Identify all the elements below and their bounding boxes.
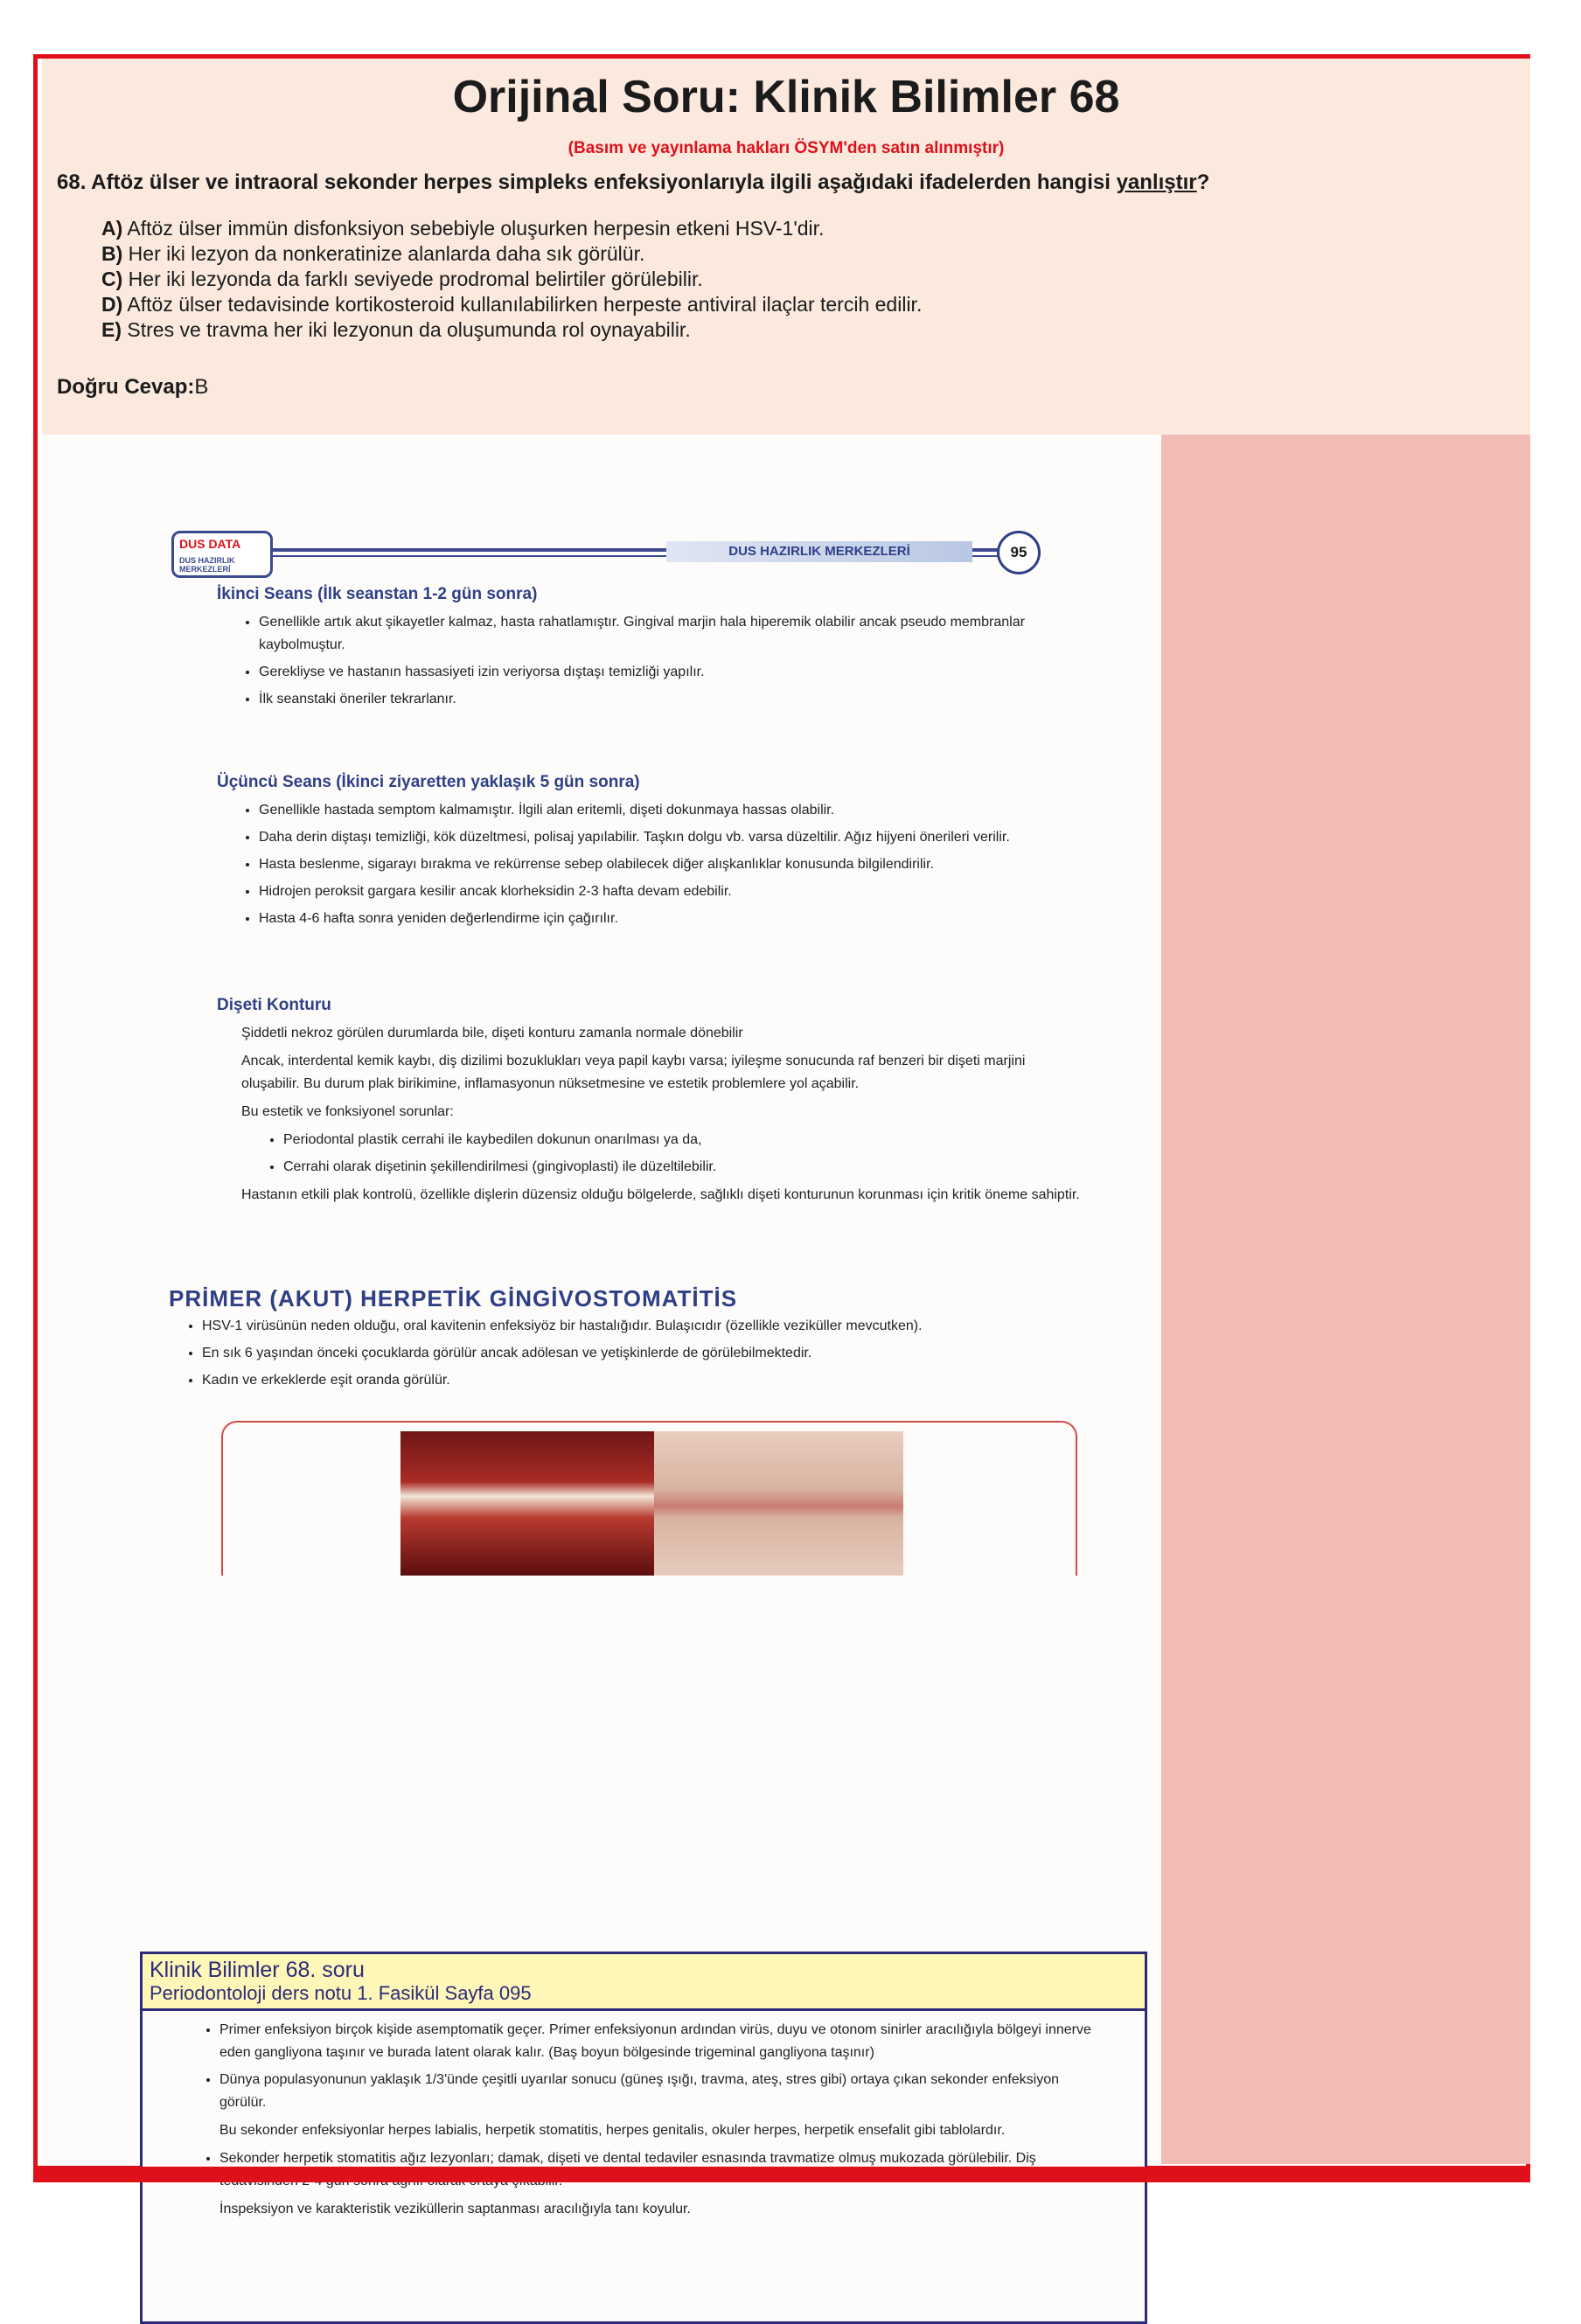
list-item: • Gerekliyse ve hastanın hassasiyeti izin veriyorsa dıştaşı temizliği yapılır.: [259, 661, 1083, 684]
bottom-bar: [33, 2167, 1530, 2182]
option-b: B) Her iki lezyon da nonkeratinize alanlarda daha sık görülür.: [101, 242, 645, 265]
list-item: • Hasta 4-6 hafta sonra yeniden değerlendirme için çağırılır.: [259, 908, 1083, 930]
answer-options: [101, 216, 922, 343]
question-emphasis: yanlıştır: [1116, 170, 1197, 194]
question-stem: 68. Aftöz ülser ve intraoral sekonder herpes simpleks enfeksiyonlarıyla ilgili aşağıdaki ifadelerden hangisi yanlıştır?: [57, 170, 1210, 194]
third-session-section: [217, 771, 1083, 935]
paragraph: İnspeksiyon ve karakteristik veziküllerin saptanması aracılığıyla tanı koyulur.: [219, 2202, 691, 2216]
chapter-heading: PRİMER (AKUT) HERPETİK GİNGİVOSTOMATİTİS: [169, 1285, 738, 1312]
gingival-contour-section: [217, 994, 1083, 1212]
option-c: C) Her iki lezyonda da farklı seviyede prodromal belirtiler görülebilir.: [101, 268, 703, 290]
section-heading: Üçüncü Seans (İkinci ziyaretten yaklaşık 5 gün sonra): [217, 773, 640, 791]
list-item: • Dünya populasyonunun yaklaşık 1/3'ünde çeşitli uyarılar sonucu (güneş ışığı, travma, ateş, stres gibi) ortaya çıkan sekonder enfeksiyon görülür.: [219, 2069, 1104, 2114]
option-e: E) Stres ve travma her iki lezyonun da oluşumunda rol oynayabilir.: [101, 318, 691, 341]
list-item: • En sık 6 yaşından önceki çocuklarda görülür ancak adölesan ve yetişkinlerde de görülebilmektedir.: [202, 1342, 1083, 1365]
list-item: • Daha derin diştaşı temizliği, kök düzeltmesi, polisaj yapılabilir. Taşkın dolgu vb. varsa düzeltilir. Ağız hijyeni önerileri verilir.: [259, 826, 1083, 849]
list-item: • Hidrojen peroksit gargara kesilir ancak klorheksidin 2-3 hafta devam edebilir.: [259, 880, 1083, 903]
dusdata-logo: DUS DATA DUS HAZIRLIK MERKEZLERİ: [171, 531, 273, 578]
source-subtitle: Periodontoloji ders notu 1. Fasikül Sayfa 095: [150, 1982, 532, 2004]
correct-answer: Doğru Cevap:B: [57, 375, 209, 399]
paragraph: Ancak, interdental kemik kaybı, diş dizilimi bozuklukları veya papil kaybı varsa; iyileşme sonucunda raf benzeri bir dişeti marjini oluşabilir. Bu durum plak birikimine, inflamasyonun nüksetmesine ve estetik problemlere yol açabilir.: [241, 1054, 1026, 1091]
list-item: • Kadın ve erkeklerde eşit oranda görülür.: [202, 1369, 1083, 1392]
paragraph: Bu sekonder enfeksiyonlar herpes labialis, herpetik stomatitis, herpes genitalis, okuler herpes, herpetik ensefalit gibi tablolardır.: [219, 2123, 1006, 2138]
copyright-note: (Basım ve yayınlama hakları ÖSYM'den satın alınmıştır): [568, 139, 1005, 157]
paragraph: Bu estetik ve fonksiyonel sorunlar:: [241, 1104, 454, 1119]
list-item: • HSV-1 virüsünün neden olduğu, oral kavitenin enfeksiyöz bir hastalığıdır. Bulaşıcıdır (özellikle veziküller mevcutken).: [202, 1315, 1083, 1338]
page-frame: [33, 54, 1530, 2216]
list-item: • Hasta beslenme, sigarayı bırakma ve rekürrense sebep olabilecek diğer alışkanlıklar konusunda bilgilendirilir.: [259, 853, 1083, 876]
section-heading: İkinci Seans (İlk seanstan 1-2 gün sonra): [217, 585, 538, 603]
clinical-photo-gingiva: [400, 1431, 654, 1576]
list-item: • Primer enfeksiyon birçok kişide asemptomatik geçer. Primer enfeksiyonun ardından virüs, duyu ve otonom sinirler aracılığıyla bölgeyi innerve eden gangliyona taşınır ve burada latent olarak kalır. (Baş boyun bölgesinde trigeminal gangliyona taşınır): [219, 2019, 1104, 2064]
list-item: • İlk seanstaki öneriler tekrarlanır.: [259, 688, 1083, 711]
question-panel: [42, 59, 1530, 435]
list-item: • Periodontal plastik cerrahi ile kaybedilen dokunun onarılması ya da,: [283, 1129, 1083, 1152]
second-session-section: [217, 583, 1083, 715]
list-item: • Cerrahi olarak dişetinin şekillendirilmesi (gingivoplasti) ile düzeltilebilir.: [283, 1156, 1083, 1179]
page-number: 95: [997, 531, 1041, 574]
note-content: [178, 2019, 1104, 2226]
option-a: A) Aftöz ülser immün disfonksiyon sebebiyle oluşurken herpesin etkeni HSV-1'dir.: [101, 217, 825, 240]
paragraph: Şiddetli nekroz görülen durumlarda bile, dişeti konturu zamanla normale dönebilir: [241, 1026, 743, 1040]
textbook-page: [42, 435, 1161, 2216]
source-title: Klinik Bilimler 68. soru: [150, 1958, 365, 1982]
option-d: D) Aftöz ülser tedavisinde kortikosteroid kullanılabilirken herpeste antiviral ilaçlar tercih edilir.: [101, 293, 923, 316]
list-item: • Genellikle artık akut şikayetler kalmaz, hasta rahatlamıştır. Gingival marjin hala hiperemik olabilir ancak pseudo membranlar kaybolmuştur.: [259, 611, 1083, 657]
page-header-label: DUS HAZIRLIK MERKEZLERİ: [666, 541, 972, 562]
source-label: [143, 1954, 1145, 2011]
side-strip: [1161, 435, 1530, 2164]
page-title: Orijinal Soru: Klinik Bilimler 68: [452, 72, 1120, 122]
list-item: • Genellikle hastada semptom kalmamıştır. İlgili alan eritemli, dişeti dokunmaya hassas olabilir.: [259, 799, 1083, 822]
clinical-photo-lips: [654, 1431, 903, 1576]
source-note-box: [140, 1952, 1147, 2324]
paragraph: Hastanın etkili plak kontrolü, özellikle dişlerin düzensiz olduğu bölgelerde, sağlıklı dişeti konturunun korunması için kritik öneme sahiptir.: [241, 1187, 1080, 1202]
herpetic-section: [169, 1287, 1083, 1396]
section-heading: Dişeti Konturu: [217, 996, 331, 1014]
list-item: • Sekonder herpetik stomatitis ağız lezyonları; damak, dişeti ve dental tedaviler esnasında travmatize olmuş mukozada görülebilir. Diş: [219, 2147, 1104, 2193]
